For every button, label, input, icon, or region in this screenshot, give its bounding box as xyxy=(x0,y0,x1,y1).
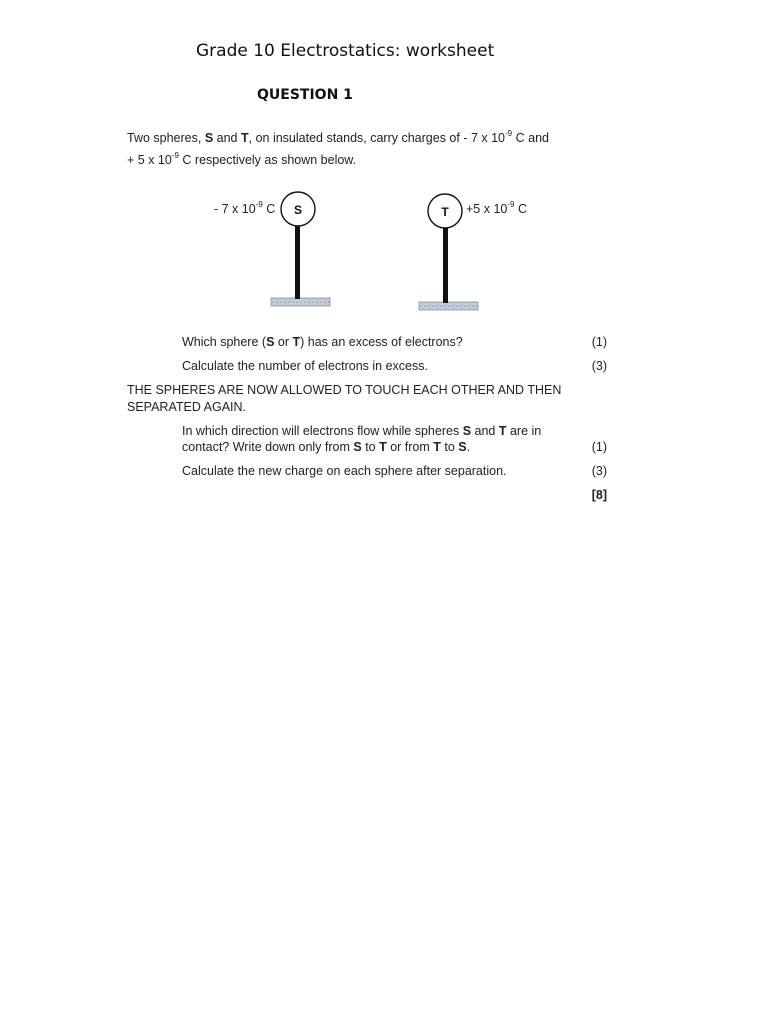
intro-text: C respectively as shown below. xyxy=(178,153,357,167)
question-text: to xyxy=(361,440,380,454)
mark-1-3: (1) xyxy=(591,440,607,454)
charge-unit: C xyxy=(514,202,527,216)
question-heading: QUESTION 1 xyxy=(257,87,353,103)
worksheet-title: Grade 10 Electrostatics: worksheet xyxy=(196,41,495,61)
stand-base-t xyxy=(419,302,478,310)
intro-text: , on insulated stands, carry charges of - 7 x 10 xyxy=(248,131,506,145)
sphere-t-ref: T xyxy=(379,440,387,454)
sphere-t-ref: T xyxy=(292,335,301,349)
question-text: or xyxy=(274,335,293,349)
exponent: -9 xyxy=(171,151,179,160)
statement-line-2: SEPARATED AGAIN. xyxy=(127,400,247,414)
statement-line-1: THE SPHERES ARE NOW ALLOWED TO TOUCH EACH OTHER AND THEN xyxy=(127,383,562,397)
stand-rod-s xyxy=(295,225,300,299)
sphere-s-stand xyxy=(271,192,330,306)
sphere-s-ref: S xyxy=(462,424,472,438)
sphere-t-charge xyxy=(466,202,527,216)
sphere-s-charge xyxy=(214,202,275,216)
sphere-s-ref: S xyxy=(353,440,362,454)
question-text: and xyxy=(471,424,499,438)
sphere-t-ref: T xyxy=(433,440,441,454)
stand-rod-t xyxy=(443,226,448,303)
question-text: ) has an excess of electrons? xyxy=(300,335,463,349)
mark-1-4: (3) xyxy=(591,464,607,478)
question-1-3-line-1 xyxy=(182,424,541,438)
stand-base-s xyxy=(271,298,330,306)
charge-value: +5 x 10 xyxy=(466,202,508,216)
question-1-3-line-2 xyxy=(182,440,470,454)
charge-unit: C xyxy=(262,202,276,216)
question-text: In which direction will electrons flow while spheres xyxy=(182,424,463,438)
sphere-t-ref: T xyxy=(240,131,249,145)
mark-1-1: (1) xyxy=(591,335,607,349)
sphere-s-ref: S xyxy=(458,440,467,454)
sphere-s-ref: S xyxy=(266,335,275,349)
question-text: . xyxy=(466,440,471,454)
question-text: or from xyxy=(386,440,434,454)
question-text: to xyxy=(440,440,459,454)
total-marks: [8] xyxy=(591,488,607,502)
sphere-t-label: T xyxy=(441,205,449,219)
question-text: contact? Write down only from xyxy=(182,440,354,454)
intro-line-1 xyxy=(127,131,549,145)
intro-line-2 xyxy=(127,153,356,167)
intro-text: Two spheres, xyxy=(127,131,205,145)
sphere-s-label: S xyxy=(293,203,303,217)
intro-text: C and xyxy=(512,131,549,145)
question-1-1 xyxy=(182,335,463,349)
question-text: are in xyxy=(506,424,542,438)
question-1-2: Calculate the number of electrons in excess. xyxy=(182,359,428,373)
question-1-4: Calculate the new charge on each sphere after separation. xyxy=(182,464,507,478)
exponent: -9 xyxy=(507,200,515,209)
exponent: -9 xyxy=(255,200,263,209)
question-text: Which sphere ( xyxy=(182,335,267,349)
sphere-t-ref: T xyxy=(498,424,507,438)
exponent: -9 xyxy=(505,129,513,138)
intro-text: + 5 x 10 xyxy=(127,153,172,167)
charge-value: - 7 x 10 xyxy=(214,202,256,216)
mark-1-2: (3) xyxy=(591,359,607,373)
intro-text: and xyxy=(213,131,241,145)
sphere-s-ref: S xyxy=(204,131,214,145)
